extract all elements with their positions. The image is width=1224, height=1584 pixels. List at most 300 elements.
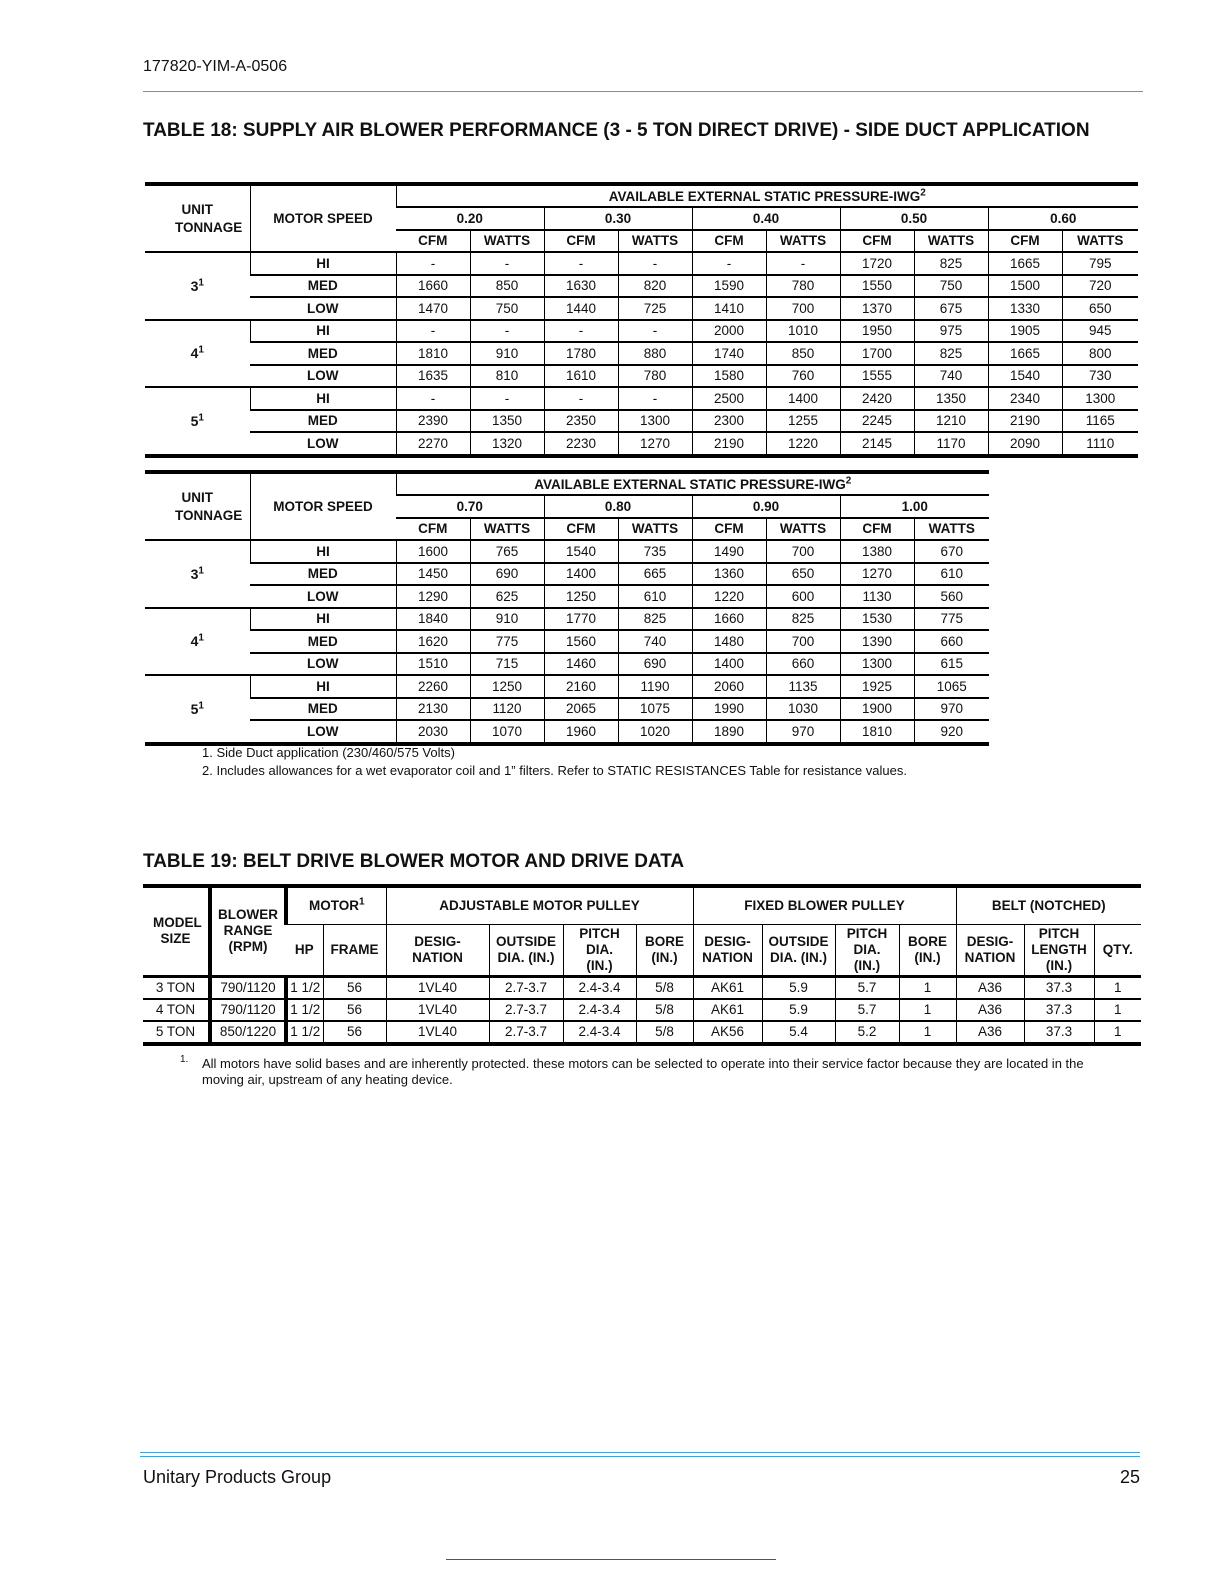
model-size-header: MODEL SIZE [143, 886, 210, 976]
watts-cell: 825 [618, 608, 692, 631]
watts-cell: 880 [618, 342, 692, 365]
unit-tonnage-cell [145, 387, 250, 456]
company-name: Unitary Products Group [143, 1467, 332, 1487]
hp-cell: 1 1/2 [286, 1021, 323, 1044]
motor-speed-cell: MED [250, 630, 396, 653]
watts-cell: 600 [766, 585, 840, 608]
cfm-header: CFM [396, 230, 470, 253]
watts-cell: 975 [914, 320, 988, 343]
watts-cell: 1075 [618, 698, 692, 721]
watts-cell: 1120 [470, 698, 544, 721]
motor-speed-cell: LOW [250, 432, 396, 456]
watts-cell: 765 [470, 540, 544, 563]
cfm-cell: 1510 [396, 653, 470, 676]
watts-cell: 1300 [618, 410, 692, 433]
adj-pitch-dia-cell: 2.4-3.4 [563, 999, 636, 1021]
cfm-cell: 1665 [988, 342, 1062, 365]
motor-speed-header: MOTOR SPEED [250, 184, 396, 252]
adj-outside-dia-cell: 2.7-3.7 [489, 999, 563, 1021]
adj-outside-dia-cell: 2.7-3.7 [489, 1021, 563, 1044]
tonnage-value: 5 [190, 700, 199, 717]
motor-speed-cell: MED [250, 342, 396, 365]
watts-cell: 775 [914, 608, 989, 631]
adj-designation-cell: 1VL40 [386, 1021, 489, 1044]
watts-cell: 1190 [618, 675, 692, 698]
table-row [145, 365, 1138, 388]
watts-cell: 1030 [766, 698, 840, 721]
motor-speed-cell: HI [250, 540, 396, 563]
watts-cell: 1300 [1062, 387, 1138, 410]
tonnage-footnote-mark: 1 [198, 277, 204, 289]
cfm-cell: 2090 [988, 432, 1062, 456]
motor-speed-cell: LOW [250, 653, 396, 676]
cfm-cell: 2190 [988, 410, 1062, 433]
pressure-header: 0.20 [396, 207, 544, 230]
belt-pitch-length-header: PITCH LENGTH (IN.) [1024, 924, 1094, 976]
frame-header: FRAME [323, 924, 386, 976]
watts-cell: 780 [766, 275, 840, 298]
table-row [145, 585, 989, 608]
pressure-group-header: AVAILABLE EXTERNAL STATIC PRESSURE-IWG$^2$ [396, 184, 1138, 207]
watts-cell: 1010 [766, 320, 840, 343]
table-18-footnote-1: 1. Side Duct application (230/460/575 Volts) [202, 745, 455, 760]
table-19-footnote-mark: 1. [180, 1054, 189, 1065]
watts-header: WATTS [766, 230, 840, 253]
watts-cell: - [470, 387, 544, 410]
fixed-outside-dia-cell: 5.4 [762, 1021, 835, 1044]
watts-cell: 1255 [766, 410, 840, 433]
watts-cell: 740 [914, 365, 988, 388]
watts-cell: 970 [766, 720, 840, 744]
cfm-cell: 1390 [840, 630, 914, 653]
pressure-footnote-mark: 2 [845, 475, 852, 486]
table-row [145, 387, 1138, 410]
cfm-cell: 1840 [396, 608, 470, 631]
tonnage-value: 3 [190, 565, 199, 582]
cfm-cell: 1400 [692, 653, 766, 676]
fixed-pitch-dia-cell: 5.2 [835, 1021, 899, 1044]
watts-cell: - [766, 252, 840, 275]
watts-header: WATTS [1062, 230, 1138, 253]
fixed-designation-cell: AK61 [693, 999, 762, 1021]
cfm-cell: 2230 [544, 432, 618, 456]
cfm-cell: 1905 [988, 320, 1062, 343]
cfm-cell: 1740 [692, 342, 766, 365]
cfm-cell: 1600 [396, 540, 470, 563]
model-size-cell: 4 TON [143, 999, 210, 1021]
cfm-cell: - [544, 320, 618, 343]
blower-performance-table-part-2 [145, 470, 989, 746]
watts-cell: - [618, 252, 692, 275]
table-row [145, 432, 1138, 456]
cfm-cell: 1810 [840, 720, 914, 744]
watts-cell: 780 [618, 365, 692, 388]
watts-cell: 750 [914, 275, 988, 298]
cfm-cell: 1555 [840, 365, 914, 388]
cfm-cell: 1440 [544, 297, 618, 320]
cfm-cell: 2260 [396, 675, 470, 698]
frame-cell: 56 [323, 976, 386, 999]
motor-speed-cell: MED [250, 410, 396, 433]
motor-footnote-mark: 1 [358, 896, 365, 908]
cfm-cell: 2065 [544, 698, 618, 721]
belt-designation-cell: A36 [956, 1021, 1024, 1044]
cfm-cell: 1580 [692, 365, 766, 388]
unit-tonnage-cell [145, 608, 250, 676]
watts-cell: 825 [914, 252, 988, 275]
pressure-header: 0.70 [396, 495, 544, 518]
blower-range-cell: 850/1220 [210, 1021, 286, 1044]
model-size-cell: 5 TON [143, 1021, 210, 1044]
watts-cell: 610 [914, 563, 989, 586]
cfm-header: CFM [544, 230, 618, 253]
watts-cell: 1320 [470, 432, 544, 456]
pressure-header: 0.60 [988, 207, 1138, 230]
watts-cell: 795 [1062, 252, 1138, 275]
link-underline [446, 1559, 776, 1560]
watts-cell: 920 [914, 720, 989, 744]
cfm-cell: 1780 [544, 342, 618, 365]
fixed-designation-cell: AK56 [693, 1021, 762, 1044]
cfm-header: CFM [840, 518, 914, 541]
watts-cell: 700 [766, 297, 840, 320]
adjustable-pulley-header: ADJUSTABLE MOTOR PULLEY [386, 886, 693, 924]
motor-speed-cell: HI [250, 252, 396, 275]
belt-qty-cell: 1 [1094, 976, 1141, 999]
watts-cell: 560 [914, 585, 989, 608]
header-divider [143, 91, 1143, 92]
cfm-cell: 1300 [840, 653, 914, 676]
watts-cell: 650 [766, 563, 840, 586]
hp-cell: 1 1/2 [286, 999, 323, 1021]
table-row [145, 540, 989, 563]
watts-header: WATTS [914, 230, 988, 253]
cfm-cell: 1400 [544, 563, 618, 586]
cfm-cell: 1360 [692, 563, 766, 586]
belt-pitch-length-cell: 37.3 [1024, 999, 1094, 1021]
watts-header: WATTS [470, 518, 544, 541]
cfm-cell: - [396, 387, 470, 410]
page-number: 25 [1119, 1467, 1140, 1487]
table-row [145, 410, 1138, 433]
motor-speed-cell: HI [250, 608, 396, 631]
watts-cell: 1210 [914, 410, 988, 433]
watts-cell: 945 [1062, 320, 1138, 343]
cfm-cell: 1660 [692, 608, 766, 631]
watts-cell: 1135 [766, 675, 840, 698]
watts-header: WATTS [618, 230, 692, 253]
watts-cell: 910 [470, 608, 544, 631]
cfm-cell: 1635 [396, 365, 470, 388]
motor-speed-cell: LOW [250, 297, 396, 320]
motor-speed-cell: LOW [250, 585, 396, 608]
cfm-cell: 1540 [988, 365, 1062, 388]
fixed-outside-dia-cell: 5.9 [762, 976, 835, 999]
cfm-header: CFM [692, 518, 766, 541]
watts-cell: 1270 [618, 432, 692, 456]
cfm-cell: 1220 [692, 585, 766, 608]
cfm-cell: 1665 [988, 252, 1062, 275]
document-id: 177820-YIM-A-0506 [143, 58, 288, 75]
watts-cell: 1170 [914, 432, 988, 456]
unit-tonnage-cell [145, 320, 250, 388]
cfm-cell: 2000 [692, 320, 766, 343]
fixed-pitch-dia-cell: 5.7 [835, 976, 899, 999]
motor-speed-cell: MED [250, 563, 396, 586]
belt-designation-header: DESIG- NATION [956, 924, 1024, 976]
cfm-cell: 2300 [692, 410, 766, 433]
belt-qty-cell: 1 [1094, 999, 1141, 1021]
belt-header: BELT (NOTCHED) [956, 886, 1141, 924]
blower-range-header: BLOWER RANGE (RPM) [210, 886, 286, 976]
table-row [145, 297, 1138, 320]
cfm-cell: 1270 [840, 563, 914, 586]
cfm-cell: 1770 [544, 608, 618, 631]
watts-cell: 660 [914, 630, 989, 653]
pressure-header: 0.80 [544, 495, 692, 518]
watts-cell: 1350 [470, 410, 544, 433]
watts-cell: - [470, 252, 544, 275]
pressure-group-header: AVAILABLE EXTERNAL STATIC PRESSURE-IWG$^2$ [396, 472, 989, 495]
cfm-cell: 1630 [544, 275, 618, 298]
cfm-cell: 2060 [692, 675, 766, 698]
tonnage-value: 4 [190, 633, 199, 650]
watts-cell: 610 [618, 585, 692, 608]
cfm-cell: 1410 [692, 297, 766, 320]
cfm-cell: 1700 [840, 342, 914, 365]
cfm-cell: 2030 [396, 720, 470, 744]
cfm-cell: 2160 [544, 675, 618, 698]
watts-cell: - [618, 320, 692, 343]
adj-pitch-dia-cell: 2.4-3.4 [563, 976, 636, 999]
watts-cell: 700 [766, 540, 840, 563]
adj-bore-cell: 5/8 [636, 999, 693, 1021]
fixed-bore-header: BORE (IN.) [899, 924, 956, 976]
watts-cell: 1220 [766, 432, 840, 456]
adj-designation-cell: 1VL40 [386, 999, 489, 1021]
cfm-cell: 1380 [840, 540, 914, 563]
cfm-cell: 1250 [544, 585, 618, 608]
cfm-cell: - [692, 252, 766, 275]
fixed-pitch-dia-cell: 5.7 [835, 999, 899, 1021]
frame-cell: 56 [323, 1021, 386, 1044]
tonnage-value: 5 [190, 412, 199, 429]
watts-cell: 1065 [914, 675, 989, 698]
watts-cell: 910 [470, 342, 544, 365]
watts-cell: 1020 [618, 720, 692, 744]
cfm-cell: 1370 [840, 297, 914, 320]
cfm-cell: 1130 [840, 585, 914, 608]
fixed-pulley-header: FIXED BLOWER PULLEY [693, 886, 956, 924]
cfm-cell: 1500 [988, 275, 1062, 298]
cfm-header: CFM [692, 230, 766, 253]
table-18-footnote-2: 2. Includes allowances for a wet evaporator coil and 1” filters. Refer to STATIC RESISTANCES Table for resistance values. [202, 763, 907, 778]
cfm-header: CFM [396, 518, 470, 541]
cfm-cell: 1530 [840, 608, 914, 631]
pressure-header: 0.90 [692, 495, 840, 518]
table-row [145, 275, 1138, 298]
cfm-cell: 1450 [396, 563, 470, 586]
table-row [145, 720, 989, 744]
cfm-cell: 1290 [396, 585, 470, 608]
watts-cell: 1350 [914, 387, 988, 410]
pressure-header: 0.40 [692, 207, 840, 230]
cfm-cell: 2350 [544, 410, 618, 433]
motor-speed-cell: HI [250, 387, 396, 410]
cfm-cell: 2390 [396, 410, 470, 433]
blower-range-cell: 790/1120 [210, 976, 286, 999]
fixed-designation-header: DESIG- NATION [693, 924, 762, 976]
fixed-pitch-dia-header: PITCH DIA. (IN.) [835, 924, 899, 976]
table-row [145, 563, 989, 586]
belt-qty-header: QTY. [1094, 924, 1141, 976]
watts-cell: 775 [470, 630, 544, 653]
adj-outside-dia-cell: 2.7-3.7 [489, 976, 563, 999]
cfm-cell: 1900 [840, 698, 914, 721]
tonnage-footnote-mark: 1 [198, 632, 204, 644]
cfm-cell: 2340 [988, 387, 1062, 410]
watts-cell: 825 [914, 342, 988, 365]
unit-tonnage-cell [145, 540, 250, 608]
watts-cell: 970 [914, 698, 989, 721]
watts-cell: 1165 [1062, 410, 1138, 433]
cfm-cell: - [544, 387, 618, 410]
cfm-header: CFM [544, 518, 618, 541]
table-row [143, 976, 1141, 999]
cfm-cell: 2190 [692, 432, 766, 456]
pressure-header: 0.30 [544, 207, 692, 230]
frame-cell: 56 [323, 999, 386, 1021]
cfm-cell: 1890 [692, 720, 766, 744]
cfm-cell: 1460 [544, 653, 618, 676]
belt-pitch-length-cell: 37.3 [1024, 976, 1094, 999]
cfm-cell: 2130 [396, 698, 470, 721]
cfm-header: CFM [988, 230, 1062, 253]
cfm-cell: 1480 [692, 630, 766, 653]
footer-divider-inner [140, 1456, 1140, 1457]
cfm-cell: 1720 [840, 252, 914, 275]
fixed-bore-cell: 1 [899, 1021, 956, 1044]
belt-designation-cell: A36 [956, 976, 1024, 999]
cfm-cell: 1810 [396, 342, 470, 365]
hp-header: HP [286, 924, 323, 976]
watts-header: WATTS [914, 518, 989, 541]
belt-designation-cell: A36 [956, 999, 1024, 1021]
model-size-cell: 3 TON [143, 976, 210, 999]
motor-header: MOTOR$^1$ [286, 886, 386, 924]
belt-pitch-length-cell: 37.3 [1024, 1021, 1094, 1044]
watts-cell: 725 [618, 297, 692, 320]
watts-cell: 1070 [470, 720, 544, 744]
tonnage-footnote-mark: 1 [198, 565, 204, 577]
watts-cell: 850 [470, 275, 544, 298]
motor-speed-cell: LOW [250, 365, 396, 388]
watts-cell: 660 [766, 653, 840, 676]
motor-speed-cell: MED [250, 698, 396, 721]
watts-cell: 690 [470, 563, 544, 586]
footer-divider [140, 1452, 1140, 1453]
cfm-cell: 1610 [544, 365, 618, 388]
unit-tonnage-header: UNIT TONNAGE [145, 184, 250, 252]
table-row [143, 999, 1141, 1021]
adj-pitch-dia-cell: 2.4-3.4 [563, 1021, 636, 1044]
tonnage-value: 4 [190, 345, 199, 362]
watts-cell: 825 [766, 608, 840, 631]
adj-bore-header: BORE (IN.) [636, 924, 693, 976]
watts-header: WATTS [470, 230, 544, 253]
blower-performance-table-part-1 [145, 182, 1138, 458]
watts-cell: 670 [914, 540, 989, 563]
table-row [145, 653, 989, 676]
watts-cell: 700 [766, 630, 840, 653]
table-row [145, 630, 989, 653]
hp-cell: 1 1/2 [286, 976, 323, 999]
adj-bore-cell: 5/8 [636, 976, 693, 999]
watts-cell: 810 [470, 365, 544, 388]
tonnage-footnote-mark: 1 [198, 412, 204, 424]
cfm-cell: 2245 [840, 410, 914, 433]
watts-cell: 1110 [1062, 432, 1138, 456]
watts-cell: 760 [766, 365, 840, 388]
blower-range-cell: 790/1120 [210, 999, 286, 1021]
watts-header: WATTS [618, 518, 692, 541]
watts-cell: 690 [618, 653, 692, 676]
cfm-cell: 1950 [840, 320, 914, 343]
table-row [145, 608, 989, 631]
adj-pitch-dia-header: PITCH DIA. (IN.) [563, 924, 636, 976]
unit-tonnage-cell [145, 252, 250, 320]
cfm-cell: 1590 [692, 275, 766, 298]
watts-cell: 850 [766, 342, 840, 365]
adj-bore-cell: 5/8 [636, 1021, 693, 1044]
watts-cell: 715 [470, 653, 544, 676]
watts-cell: 625 [470, 585, 544, 608]
cfm-cell: 2270 [396, 432, 470, 456]
cfm-cell: 1925 [840, 675, 914, 698]
cfm-cell: - [396, 252, 470, 275]
table-row [145, 698, 989, 721]
cfm-cell: 1330 [988, 297, 1062, 320]
cfm-cell: 1620 [396, 630, 470, 653]
watts-cell: 720 [1062, 275, 1138, 298]
watts-cell: 675 [914, 297, 988, 320]
cfm-cell: - [396, 320, 470, 343]
motor-speed-cell: HI [250, 675, 396, 698]
unit-tonnage-header: UNIT TONNAGE [145, 472, 250, 540]
cfm-cell: 1540 [544, 540, 618, 563]
watts-cell: 665 [618, 563, 692, 586]
watts-cell: 800 [1062, 342, 1138, 365]
adj-designation-cell: 1VL40 [386, 976, 489, 999]
tonnage-footnote-mark: 1 [198, 344, 204, 356]
motor-speed-header: MOTOR SPEED [250, 472, 396, 540]
table-18-title: TABLE 18: SUPPLY AIR BLOWER PERFORMANCE (3 - 5 TON DIRECT DRIVE) - SIDE DUCT APPLICATION [143, 120, 1090, 141]
motor-speed-cell: LOW [250, 720, 396, 744]
table-row [145, 342, 1138, 365]
cfm-header: CFM [840, 230, 914, 253]
fixed-outside-dia-cell: 5.9 [762, 999, 835, 1021]
cfm-cell: 1490 [692, 540, 766, 563]
cfm-cell: 1560 [544, 630, 618, 653]
adj-designation-header: DESIG- NATION [386, 924, 489, 976]
cfm-cell: 2500 [692, 387, 766, 410]
pressure-header: 0.50 [840, 207, 988, 230]
pressure-header: 1.00 [840, 495, 989, 518]
watts-cell: 650 [1062, 297, 1138, 320]
cfm-cell: - [544, 252, 618, 275]
fixed-bore-cell: 1 [899, 976, 956, 999]
tonnage-footnote-mark: 1 [198, 700, 204, 712]
